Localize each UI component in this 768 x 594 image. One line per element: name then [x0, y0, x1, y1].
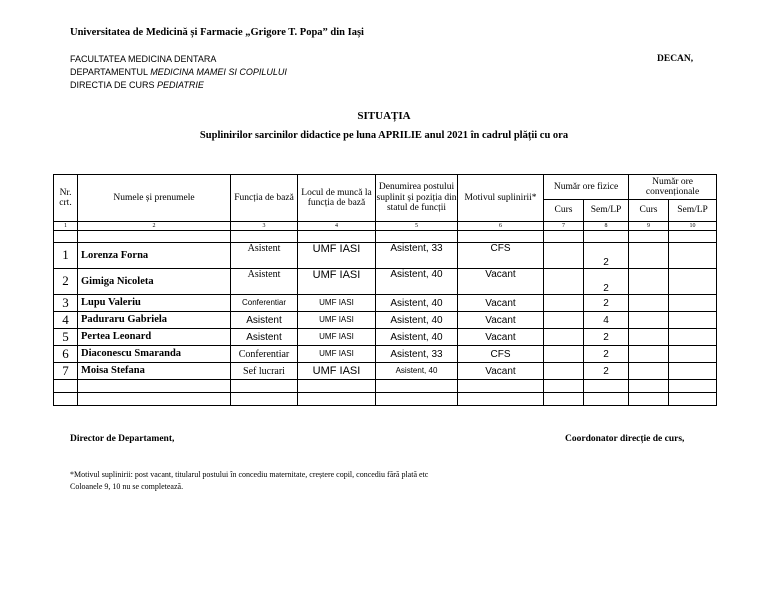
- row-curs: [544, 312, 584, 329]
- header-conventional-hours: Număr ore convenționale: [629, 175, 717, 200]
- header-name: Numele și prenumele: [78, 175, 231, 222]
- row-semlp-conventional: [669, 363, 717, 380]
- column-number: 9: [629, 222, 669, 231]
- row-function: Asistent: [231, 269, 298, 295]
- column-number: 5: [376, 222, 458, 231]
- header-workplace: Locul de muncă la funcția de bază: [298, 175, 376, 222]
- dean-label: DECAN,: [657, 54, 694, 64]
- empty-row: [54, 393, 717, 406]
- column-number: 7: [544, 222, 584, 231]
- row-workplace: UMF IASI: [298, 295, 376, 312]
- row-curs: [544, 346, 584, 363]
- row-curs: [544, 329, 584, 346]
- row-name: Lupu Valeriu: [78, 295, 231, 312]
- table-row: [54, 363, 717, 380]
- row-workplace: UMF IASI: [298, 312, 376, 329]
- substitution-table: [53, 174, 717, 406]
- row-semlp: 4: [584, 312, 629, 329]
- university-name: Universitatea de Medicină și Farmacie „Grigore T. Popa” din Iași: [70, 27, 364, 38]
- row-name: Paduraru Gabriela: [78, 312, 231, 329]
- row-curs-conventional: [629, 312, 669, 329]
- row-semlp: 2: [584, 269, 629, 295]
- row-nr: 4: [54, 312, 78, 329]
- row-nr: 7: [54, 363, 78, 380]
- table-row: [54, 329, 717, 346]
- row-curs: [544, 363, 584, 380]
- row-reason: Vacant: [458, 329, 544, 346]
- row-workplace: UMF IASI: [298, 329, 376, 346]
- faculty-name: FACULTATEA MEDICINA DENTARA: [70, 54, 217, 64]
- row-function: Asistent: [231, 312, 298, 329]
- document-title: SITUAȚIA: [357, 110, 411, 122]
- column-number: 8: [584, 222, 629, 231]
- document-subtitle: Suplinirilor sarcinilor didactice pe luna APRILIE anul 2021 în cadrul plății cu ora: [199, 130, 569, 141]
- row-curs: [544, 269, 584, 295]
- row-semlp: 2: [584, 346, 629, 363]
- row-reason: Vacant: [458, 312, 544, 329]
- column-number: 1: [54, 222, 78, 231]
- header-semlp-conventional: Sem/LP: [669, 200, 717, 222]
- row-workplace: UMF IASI: [298, 269, 376, 295]
- row-curs-conventional: [629, 363, 669, 380]
- empty-row: [54, 231, 717, 243]
- row-post: Asistent, 33: [376, 346, 458, 363]
- column-number-row: [54, 222, 717, 231]
- table-row: [54, 312, 717, 329]
- row-curs-conventional: [629, 295, 669, 312]
- row-workplace: UMF IASI: [298, 243, 376, 269]
- row-post: Asistent, 40: [376, 312, 458, 329]
- row-name: Lorenza Forna: [78, 243, 231, 269]
- row-reason: CFS: [458, 243, 544, 269]
- row-semlp: 2: [584, 329, 629, 346]
- row-curs-conventional: [629, 269, 669, 295]
- table-row: [54, 346, 717, 363]
- row-semlp-conventional: [669, 269, 717, 295]
- row-reason: Vacant: [458, 269, 544, 295]
- row-nr: 1: [54, 243, 78, 269]
- footnote-reason: *Motivul suplinirii: post vacant, titularul postului în concediu maternitate, creștere copil, concediu fără plată etc: [70, 470, 429, 479]
- row-post: Asistent, 40: [376, 295, 458, 312]
- coordinator-signature-label: Coordonator direcție de curs,: [565, 434, 685, 444]
- row-function: Asistent: [231, 243, 298, 269]
- header-function: Funcția de bază: [231, 175, 298, 222]
- column-number: 10: [669, 222, 717, 231]
- row-function: Asistent: [231, 329, 298, 346]
- department-line: [70, 67, 287, 77]
- row-post: Asistent, 33: [376, 243, 458, 269]
- row-semlp-conventional: [669, 346, 717, 363]
- table-row: [54, 243, 717, 269]
- row-semlp-conventional: [669, 243, 717, 269]
- director-signature-label: Director de Departament,: [70, 434, 175, 444]
- row-curs: [544, 243, 584, 269]
- header-post: Denumirea postului suplinit și poziția din statul de funcții: [376, 175, 458, 222]
- header-curs-conventional: Curs: [629, 200, 669, 222]
- row-semlp: 2: [584, 243, 629, 269]
- row-nr: 2: [54, 269, 78, 295]
- row-reason: Vacant: [458, 295, 544, 312]
- row-name: Moisa Stefana: [78, 363, 231, 380]
- row-name: Pertea Leonard: [78, 329, 231, 346]
- row-semlp-conventional: [669, 312, 717, 329]
- row-reason: Vacant: [458, 363, 544, 380]
- row-nr: 6: [54, 346, 78, 363]
- column-number: 4: [298, 222, 376, 231]
- row-post: Asistent, 40: [376, 329, 458, 346]
- row-curs-conventional: [629, 329, 669, 346]
- course-prefix: DIRECTIA DE CURS: [70, 80, 158, 90]
- row-curs: [544, 295, 584, 312]
- row-function: Conferentiar: [231, 346, 298, 363]
- header-curs: Curs: [544, 200, 584, 222]
- row-semlp: 2: [584, 363, 629, 380]
- row-post: Asistent, 40: [376, 269, 458, 295]
- table-row: [54, 269, 717, 295]
- row-nr: 5: [54, 329, 78, 346]
- row-name: Gimiga Nicoleta: [78, 269, 231, 295]
- row-semlp-conventional: [669, 295, 717, 312]
- table-header-row: [54, 175, 717, 200]
- row-function: Sef lucrari: [231, 363, 298, 380]
- row-semlp-conventional: [669, 329, 717, 346]
- row-function: Conferentiar: [231, 295, 298, 312]
- row-curs-conventional: [629, 243, 669, 269]
- course-direction-line: [70, 80, 204, 90]
- row-curs-conventional: [629, 346, 669, 363]
- row-semlp: 2: [584, 295, 629, 312]
- row-reason: CFS: [458, 346, 544, 363]
- course-name: PEDIATRIE: [157, 80, 204, 90]
- department-prefix: DEPARTAMENTUL: [70, 67, 151, 77]
- header-semlp: Sem/LP: [584, 200, 629, 222]
- row-post: Asistent, 40: [376, 363, 458, 380]
- column-number: 2: [78, 222, 231, 231]
- header-nr: Nr. crt.: [54, 175, 78, 222]
- table-row: [54, 295, 717, 312]
- column-number: 3: [231, 222, 298, 231]
- header-reason: Motivul suplinirii*: [458, 175, 544, 222]
- column-number: 6: [458, 222, 544, 231]
- footnote-columns: Coloanele 9, 10 nu se completează.: [70, 482, 184, 491]
- row-name: Diaconescu Smaranda: [78, 346, 231, 363]
- row-workplace: UMF IASI: [298, 346, 376, 363]
- empty-row: [54, 380, 717, 393]
- row-nr: 3: [54, 295, 78, 312]
- department-name: MEDICINA MAMEI SI COPILULUI: [150, 67, 287, 77]
- header-physical-hours: Număr ore fizice: [544, 175, 629, 200]
- row-workplace: UMF IASI: [298, 363, 376, 380]
